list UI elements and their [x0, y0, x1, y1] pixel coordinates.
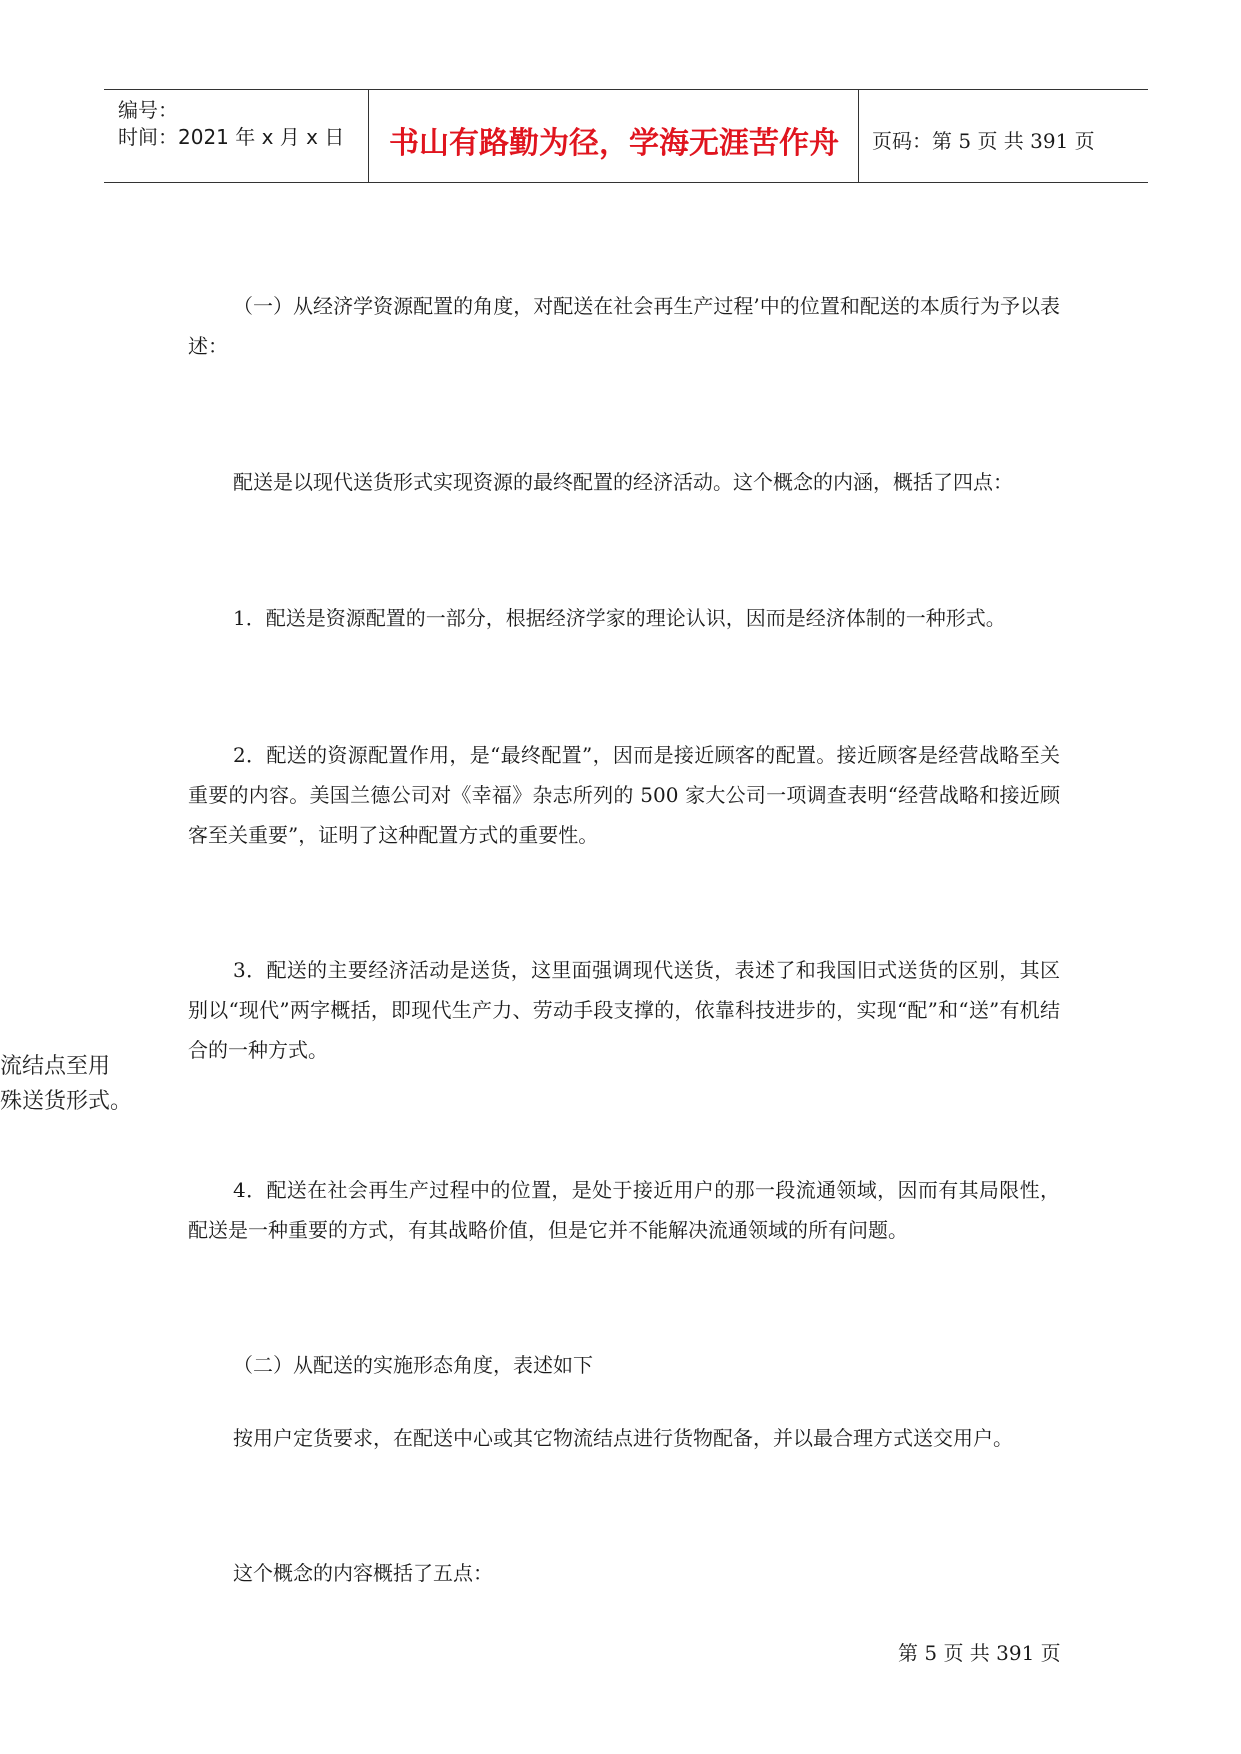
header-top-rule [104, 89, 1148, 90]
point-3-paragraph: 3．配送的主要经济活动是送货，这里面强调现代送货，表述了和我国旧式送货的区别，其区别以“现代”两字概括，即现代生产力、劳动手段支撑的，依靠科技进步的，实现“配”和“送”有机结合的一种方式。 [188, 958, 1060, 1062]
definition-paragraph: 配送是以现代送货形式实现资源的最终配置的经济活动。这个概念的内涵，概括了四点： [233, 470, 1013, 494]
five-points-intro-paragraph: 这个概念的内容概括了五点： [233, 1561, 493, 1585]
margin-note-fragment: 流结点至用 [0, 1054, 111, 1079]
header-time-label: 时间：2021 年 x 月 x 日 [118, 125, 345, 149]
header-divider-right [858, 89, 859, 182]
section-one-heading: （一）从经济学资源配置的角度，对配送在社会再生产过程’中的位置和配送的本质行为予以表述： [188, 294, 1060, 358]
margin-note-fragment: 殊送货形式。 [0, 1089, 133, 1114]
point-1-paragraph: 1．配送是资源配置的一部分，根据经济学家的理论认识，因而是经济体制的一种形式。 [233, 606, 1006, 630]
header-divider-left [368, 89, 369, 182]
implementation-definition-paragraph: 按用户定货要求，在配送中心或其它物流结点进行货物配备，并以最合理方式送交用户。 [233, 1426, 1013, 1450]
header-bottom-rule [104, 182, 1148, 183]
header-serial-label: 编号： [118, 98, 178, 122]
point-4-paragraph: 4．配送在社会再生产过程中的位置，是处于接近用户的那一段流通领域，因而有其局限性，配送是一种重要的方式，有其战略价值，但是它并不能解决流通领域的所有问题。 [188, 1178, 1060, 1242]
header-page-label: 页码：第 5 页 共 391 页 [872, 129, 1095, 153]
section-two-heading: （二）从配送的实施形态角度，表述如下 [233, 1353, 593, 1377]
header-motto: 书山有路勤为径，学海无涯苦作舟 [389, 126, 839, 161]
point-2-paragraph: 2．配送的资源配置作用，是“最终配置”，因而是接近顾客的配置。接近顾客是经营战略至关重要的内容。美国兰德公司对《幸福》杂志所列的 500 家大公司一项调查表明“经营战略和接近顾客至关重要”，证明了这种配置方式的重要性。 [188, 743, 1060, 847]
footer-page-label: 第 5 页 共 391 页 [898, 1641, 1061, 1665]
